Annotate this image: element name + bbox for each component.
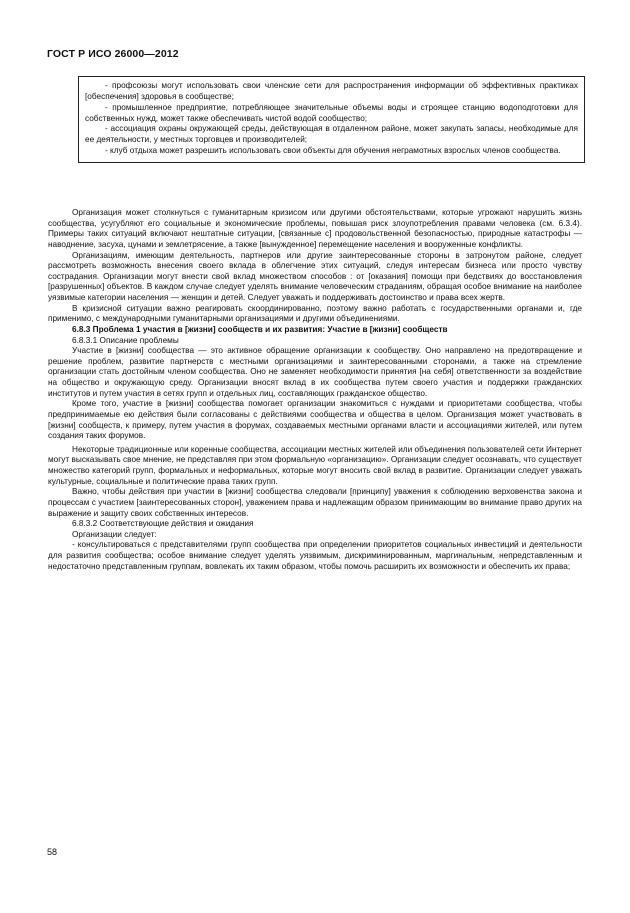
list-item: - консультироваться с представителями групп сообщества при определении приоритетов социальных инвестиций и деятельности для развития сообщества; особое внимание следует уделять уязвимым, дискриминированным, маргинальным, непредставленным и недостаточно представленным группам, вовлекать их таким образом, чтобы помочь расширить их возможности и обеспечить их права; — [48, 540, 582, 571]
paragraph: Организациям, имеющим деятельность, партнеров или другие заинтересованные стороны в затронутом районе, следует рассмотреть возможность внесения своего вклада в облегчение этих ситуаций, следуя интересам бизнеса или просто чувству сострадания. Организации могут внести свой вклад множеством способов : от [оказания] помощи при бедствиях до восстановления [разрушенных] объектов. В каждом случае следует уделять внимание человеческим страданиям, обращая особое внимание на наиболее уязвимые категории населения — женщин и детей. Следует уважать и поддерживать достоинство и права всех жертв. — [48, 250, 582, 302]
paragraph: Организации следует: — [72, 529, 157, 539]
body-text — [48, 208, 582, 572]
box-item: - промышленное предприятие, потребляющее значительные объемы воды и строящее станцию водоподготовки для собственных нужд, может также обеспечивать чистой водой сообщество; — [85, 102, 578, 123]
examples-box — [78, 76, 585, 163]
standard-header: ГОСТ Р ИСО 26000—2012 — [47, 48, 179, 60]
paragraph: Некоторые традиционные или коренные сообщества, ассоциации местных жителей или объединения пользователей сети Интернет могут высказывать свое мнение, не представляя при этом формальную «организацию». Организации следует осознавать, что существует множество категорий групп, формальных и неформальных, которые могут вносить свой вклад в развитие. Организации следует уважать культурные, социальные и политические права таких групп. — [48, 444, 582, 486]
subsection-title: 6.8.3.1 Описание проблемы — [72, 335, 179, 345]
subsection-title: 6.8.3.2 Соответствующие действия и ожидания — [72, 519, 254, 529]
paragraph: Важно, чтобы действия при участии в [жизни] сообщества следовали [принципу] уважения к соблюдению верховенства закона и процессам с участием [заинтересованных сторон], уважением права и надлежащим образом принимающим во внимание право других на выражение и защиту своих собственных интересов. — [48, 487, 582, 518]
section-heading: 6.8.3 Проблема 1 участия в [жизни] сообществ и их развития: Участие в [жизни] сообществ — [72, 324, 448, 334]
paragraph: В кризисной ситуации важно реагировать скоординированно, поэтому важно работать с государственными органами и, где применимо, с международными гуманитарными организациями и другими объединениями. — [48, 303, 582, 324]
paragraph: Кроме того, участие в [жизни] сообщества помогает организации знакомиться с нуждами и приоритетами сообщества, чтобы предпринимаемые ею действия были согласованы с действиями сообщества и общества в целом. Организация может участвовать в [жизни] сообществ, к примеру, путем участия в форумах, создаваемых местными органами власти и ассоциациями жителей, или путем создания таких форумов. — [48, 399, 582, 441]
box-item: - клуб отдыха может разрешить использовать свои объекты для обучения неграмотных взрослых членов сообщества. — [105, 146, 561, 156]
paragraph: Организация может столкнуться с гуманитарным кризисом или другими обстоятельствами, которые угрожают нарушить жизнь сообщества, усугубляют его социальные и экономические проблемы, повышая риск злоупотребления правами человека (см. 6.3.4). Примеры таких ситуаций включают нештатные ситуации, [связанные с] продовольственной безопасностью, природные катастрофы — наводнение, засуха, цунами и землетрясение, а также [вынужденное] перемещение населения и вооруженные конфликты. — [48, 208, 582, 249]
box-item: - профсоюзы могут использовать свои членские сети для распространения информации об эффективных практиках [обеспечения] здоровья в сообществе; — [85, 81, 578, 101]
paragraph: Участие в [жизни] сообщества — это активное обращение организации к сообществу. Оно направлено на предотвращение и решение проблем, развитие партнерств с местными организациями и заинтересованными сторонами, а также на стремление организации стать достойным членом сообщества. Оно не заменяет необходимости принятия [на себя] ответственности за воздействие на общество и окружающую среду. Организации вносят вклад в их сообщества путем своего участия и поддержки гражданских институтов и путем участия в сетях групп и отдельных лиц, составляющих гражданское общество. — [48, 346, 582, 398]
box-item: - ассоциация охраны окружающей среды, действующая в отдаленном районе, может закупать запасы, необходимые для ее деятельности, у местных торговцев и производителей; — [85, 124, 578, 145]
page-number: 58 — [47, 847, 58, 857]
